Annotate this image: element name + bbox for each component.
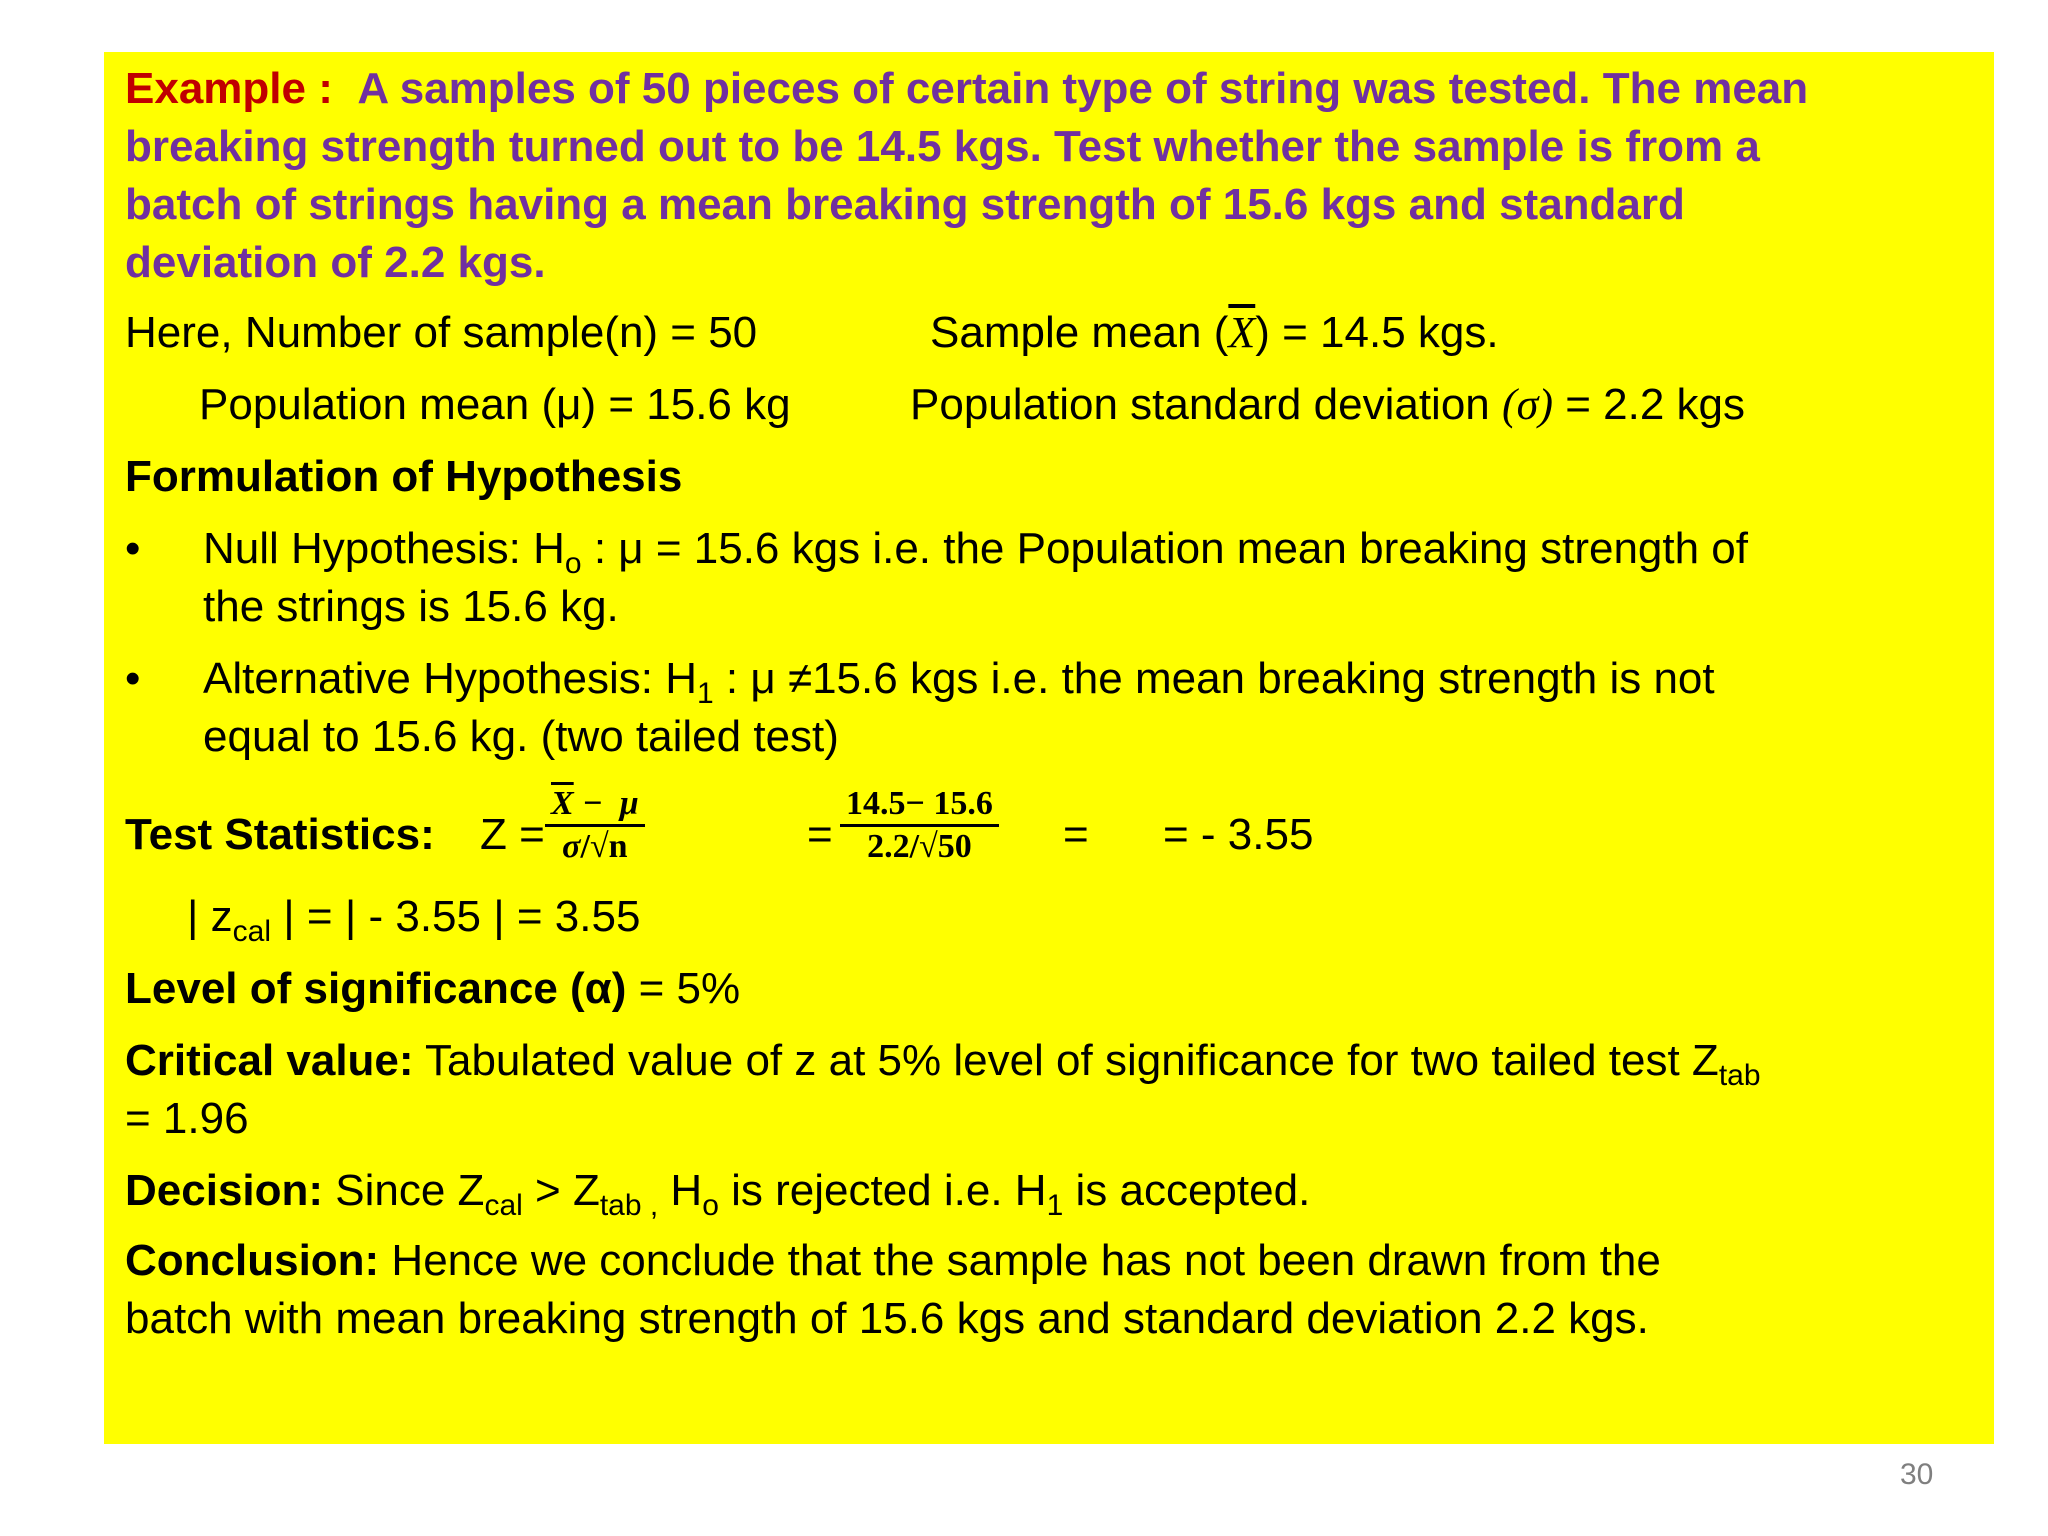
given-row-2 — [125, 376, 1965, 434]
example-label: Example : — [125, 64, 333, 113]
given-row-1 — [125, 304, 1965, 362]
critical-value: Critical value: Tabulated value of z at 5% level of significance for two tailed test $Z_{tab}$ — [125, 1036, 1761, 1092]
example-line-1: A samples of 50 pieces of certain type of string was tested. The mean — [357, 64, 1809, 113]
xbar-symbol: $\overline{X}$ — [1228, 308, 1256, 357]
decision: Decision: Since $Z_{cal} > Z_{tab ,}$ $H_o$ is rejected i.e. $H_1$ is accepted. — [125, 1166, 1311, 1222]
z-substitution-fraction: $\frac{14.5- 15.6}{2.2/√50}$ — [840, 784, 999, 867]
population-mean-text: Population mean (μ) = 15.6 kg — [199, 380, 791, 429]
conclusion-line-2: batch with mean breaking strength of 15.6 kgs and standard deviation 2.2 kgs. — [125, 1294, 1649, 1343]
sample-mean-text: Sample mean $(\overline{X}) = 14.5$ kgs. — [930, 308, 1499, 357]
sigma-symbol: (σ) — [1501, 380, 1553, 429]
bullet-marker: • — [125, 654, 141, 703]
significance-level: Level of significance (α) = 5% — [125, 964, 741, 1013]
bullet-marker: • — [125, 524, 141, 573]
sample-size-text: Here, Number of sample(n) = 50 — [125, 308, 758, 357]
example-line-2: breaking strength turned out to be 14.5 kgs. Test whether the sample is from a — [125, 122, 1760, 171]
critical-value-line-2: = 1.96 — [125, 1094, 249, 1143]
z-equals: Z = — [480, 810, 545, 859]
example-line-3: batch of strings having a mean breaking strength of 15.6 kgs and standard — [125, 180, 1685, 229]
z-formula-fraction: $\frac{\overline{X} - \mu}{\sigma/√n}$ — [545, 784, 645, 867]
example-line-4: deviation of 2.2 kgs. — [125, 238, 546, 287]
test-statistic-row — [125, 784, 1965, 884]
example-block — [125, 60, 1965, 292]
slide-content — [125, 60, 1965, 1348]
conclusion: Conclusion: Hence we conclude that the sample has not been drawn from the — [125, 1236, 1661, 1285]
page-number: 30 — [1900, 1458, 1934, 1491]
alternative-hypothesis: • Alternative Hypothesis: $H_1$ : μ ≠15.6 kgs i.e. the mean breaking strength is not equal to 15.6 kg. (two tailed test) — [125, 650, 1965, 766]
test-statistic-label: Test Statistics: — [125, 810, 435, 859]
population-sd-text: Population standard deviation (σ) = 2.2 kgs — [910, 380, 1746, 429]
z-cal-absolute: | $z_{cal}$ | = | - 3.55 | = 3.55 — [187, 892, 641, 948]
equals-sign-1: = — [807, 810, 833, 859]
null-hypothesis: • Null Hypothesis: $H_o$ : μ = 15.6 kgs i.e. the Population mean breaking strength of the strings is 15.6 kg. — [125, 520, 1965, 636]
equals-sign-2: = — [1063, 810, 1089, 859]
hypothesis-heading: Formulation of Hypothesis — [125, 452, 683, 501]
z-result: = - 3.55 — [1163, 810, 1314, 859]
